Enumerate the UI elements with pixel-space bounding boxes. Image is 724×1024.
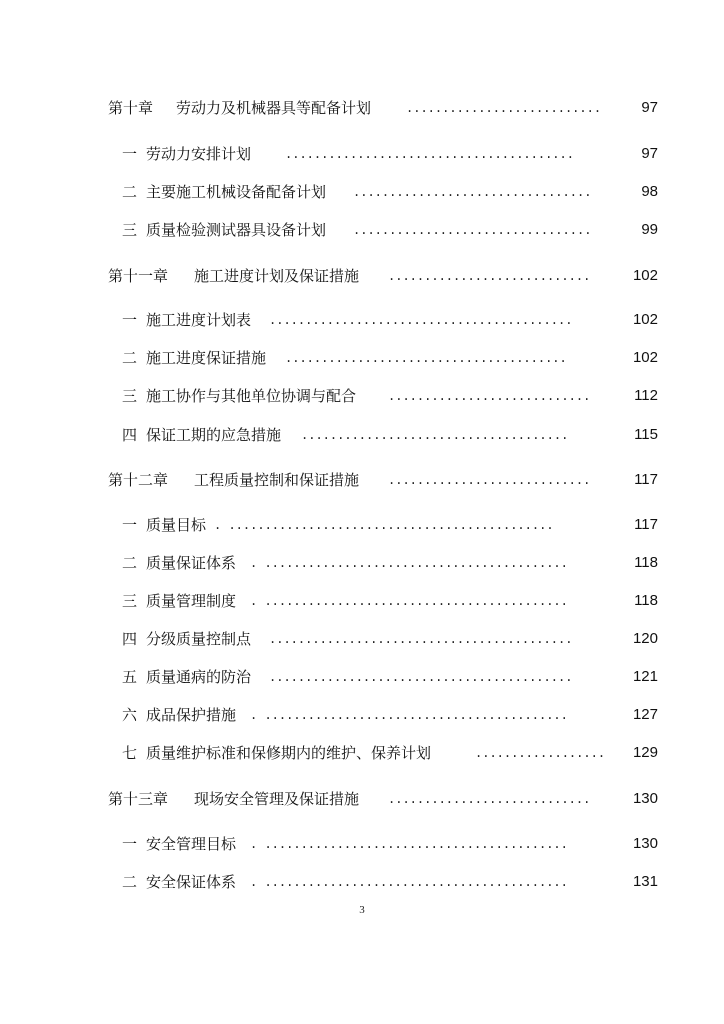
leader-dots: ................................. xyxy=(353,185,592,199)
section-title: 质量检验测试器具设备计划 xyxy=(146,221,327,239)
section-title: 保证工期的应急措施 xyxy=(146,426,282,444)
page-number: 97 xyxy=(641,99,658,116)
leader-dots: . .......................................... xyxy=(250,708,568,722)
toc-section[interactable] xyxy=(0,665,724,689)
page-number: 120 xyxy=(632,630,658,647)
footer-page-number: 3 xyxy=(359,904,365,916)
section-title: 施工进度计划表 xyxy=(146,311,252,329)
chapter-title: 工程质量控制和保证措施 xyxy=(194,471,360,489)
leader-dots: . .......................................... xyxy=(250,556,568,570)
section-title: 成品保护措施 xyxy=(146,706,237,724)
toc-chapter-12[interactable] xyxy=(0,468,724,492)
section-number: 一 xyxy=(122,516,138,534)
page-number: 118 xyxy=(634,554,658,571)
page-number: 102 xyxy=(632,349,658,366)
page-number: 129 xyxy=(632,744,658,761)
section-title: 质量目标 xyxy=(146,516,207,534)
leader-dots: ............................ xyxy=(388,389,591,403)
page-number: 99 xyxy=(641,221,658,238)
page-number: 115 xyxy=(634,426,658,443)
toc-chapter-11[interactable] xyxy=(0,264,724,288)
toc-section[interactable] xyxy=(0,832,724,856)
toc-section[interactable] xyxy=(0,741,724,765)
chapter-label: 第十二章 xyxy=(108,471,169,489)
section-number: 一 xyxy=(122,145,138,163)
section-number: 三 xyxy=(122,221,138,239)
toc-section[interactable] xyxy=(0,308,724,332)
page-number: 102 xyxy=(632,267,658,284)
section-number: 三 xyxy=(122,387,138,405)
leader-dots: .......................................... xyxy=(269,313,573,327)
chapter-label: 第十一章 xyxy=(108,267,169,285)
toc-section[interactable] xyxy=(0,180,724,204)
leader-dots: .......................................... xyxy=(269,632,573,646)
chapter-title: 现场安全管理及保证措施 xyxy=(194,790,360,808)
page-number: 97 xyxy=(641,145,658,162)
toc-chapter-13[interactable] xyxy=(0,787,724,811)
section-title: 安全管理目标 xyxy=(146,835,237,853)
section-number: 四 xyxy=(122,630,138,648)
leader-dots: . ............................................. xyxy=(214,518,554,532)
leader-dots: .......................................... xyxy=(269,670,573,684)
section-title: 主要施工机械设备配备计划 xyxy=(146,183,327,201)
leader-dots: . .......................................... xyxy=(250,837,568,851)
leader-dots: ..................................... xyxy=(301,428,569,442)
page-number: 102 xyxy=(632,311,658,328)
section-number: 二 xyxy=(122,349,138,367)
toc-section[interactable] xyxy=(0,423,724,447)
section-title: 劳动力安排计划 xyxy=(146,145,252,163)
section-title: 安全保证体系 xyxy=(146,873,237,891)
toc-section[interactable] xyxy=(0,870,724,894)
page-number: 118 xyxy=(634,592,658,609)
toc-section[interactable] xyxy=(0,627,724,651)
leader-dots: . .......................................... xyxy=(250,594,568,608)
section-number: 四 xyxy=(122,426,138,444)
toc-section[interactable] xyxy=(0,513,724,537)
section-title: 分级质量控制点 xyxy=(146,630,252,648)
leader-dots: ............................ xyxy=(388,473,591,487)
section-title: 施工进度保证措施 xyxy=(146,349,267,367)
section-number: 五 xyxy=(122,668,138,686)
chapter-label: 第十章 xyxy=(108,99,154,117)
section-title: 质量维护标准和保修期内的维护、保养计划 xyxy=(146,744,432,762)
toc-section[interactable] xyxy=(0,589,724,613)
section-number: 六 xyxy=(122,706,138,724)
chapter-title: 劳动力及机械器具等配备计划 xyxy=(176,99,372,117)
section-number: 三 xyxy=(122,592,138,610)
section-number: 二 xyxy=(122,554,138,572)
section-title: 质量保证体系 xyxy=(146,554,237,572)
leader-dots: ....................................... xyxy=(285,351,567,365)
toc-section[interactable] xyxy=(0,218,724,242)
toc-section[interactable] xyxy=(0,384,724,408)
page-number: 112 xyxy=(634,387,658,404)
leader-dots: ........................................ xyxy=(285,147,574,161)
section-number: 二 xyxy=(122,183,138,201)
toc-section[interactable] xyxy=(0,551,724,575)
section-number: 一 xyxy=(122,311,138,329)
toc-section[interactable] xyxy=(0,142,724,166)
page-number: 121 xyxy=(632,668,658,685)
leader-dots: ........................... xyxy=(406,101,602,115)
page-number: 127 xyxy=(632,706,658,723)
section-number: 七 xyxy=(122,744,138,762)
page-number: 117 xyxy=(634,516,658,533)
toc-section[interactable] xyxy=(0,703,724,727)
leader-dots: ............................ xyxy=(388,269,591,283)
section-title: 质量管理制度 xyxy=(146,592,237,610)
section-title: 质量通病的防治 xyxy=(146,668,252,686)
page-number: 131 xyxy=(632,873,658,890)
page-number: 98 xyxy=(641,183,658,200)
section-number: 二 xyxy=(122,873,138,891)
chapter-label: 第十三章 xyxy=(108,790,169,808)
leader-dots: ................................. xyxy=(353,223,592,237)
section-title: 施工协作与其他单位协调与配合 xyxy=(146,387,357,405)
leader-dots: . .......................................... xyxy=(250,875,568,889)
section-number: 一 xyxy=(122,835,138,853)
page-number: 130 xyxy=(632,835,658,852)
chapter-title: 施工进度计划及保证措施 xyxy=(194,267,360,285)
page-number: 130 xyxy=(632,790,658,807)
page-number: 117 xyxy=(634,471,658,488)
leader-dots: .................. xyxy=(475,746,606,760)
toc-section[interactable] xyxy=(0,346,724,370)
toc-chapter-10[interactable] xyxy=(0,96,724,120)
leader-dots: ............................ xyxy=(388,792,591,806)
